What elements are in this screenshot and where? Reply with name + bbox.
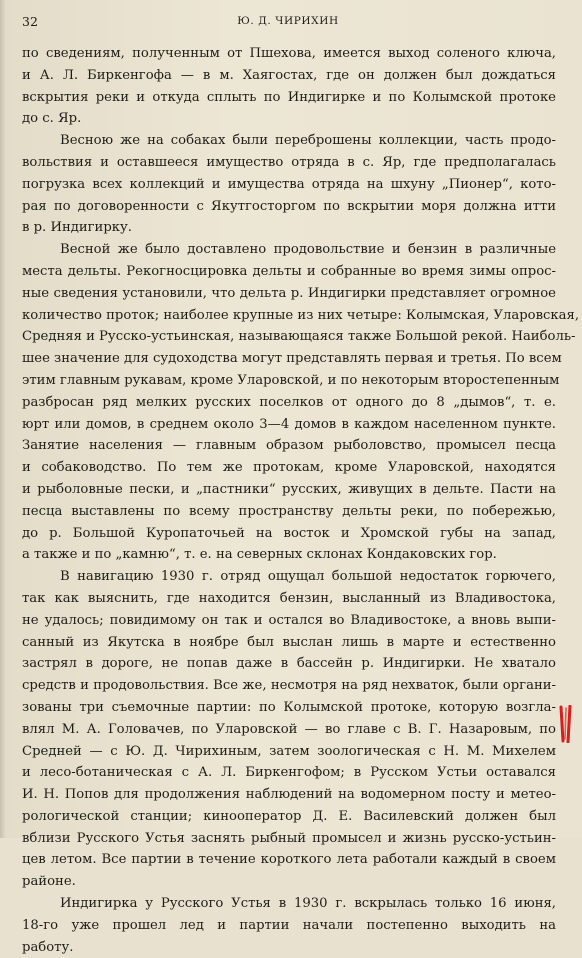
text-line: Средняя и Русско-устьинская, называющаяся также Большой рекой. Наиболь- xyxy=(22,329,576,345)
text-line: так как выяснить, где находится бензин, высланный из Владивостока, xyxy=(22,590,556,606)
text-line: Занятие населения — главным образом рыболовство, промысел песца xyxy=(22,438,556,454)
text-line: по сведениям, полученным от Пшехова, имеется выход соленого ключа, xyxy=(22,46,556,61)
text-line: песца выставлены по всему пространству дельты реки, по побережью, xyxy=(22,503,556,519)
text-line: и рыболовные пески, и „пастники“ русских, живущих в дельте. Пасти на xyxy=(22,481,556,497)
page-number: 32 xyxy=(22,14,38,29)
text-line: застрял в дороге, не попав даже в бассейн р. Индигирки. Не хватало xyxy=(22,656,556,672)
text-line: зованы три съемочные партии: по Колымской протоке, которую возгла- xyxy=(22,699,556,715)
paragraph xyxy=(22,566,556,893)
text-line: работу. xyxy=(22,939,74,955)
text-line: Индигирка у Русского Устья в 1930 г. вскрылась только 16 июня, xyxy=(60,896,556,912)
paragraph xyxy=(22,239,580,566)
page-crease-shadow xyxy=(0,0,6,838)
text-line: ные сведения установили, что дельта р. Индигирки представляет огромное xyxy=(22,285,556,301)
text-line: рологической станции; кинооператор Д. Е. Василевский должен был xyxy=(22,808,556,824)
text-line: юрт или домов, в среднем около 3—4 домов в каждом населенном пункте. xyxy=(22,416,556,432)
body-text xyxy=(22,43,580,958)
page-header xyxy=(20,14,556,36)
text-line: до с. Яр. xyxy=(22,111,82,127)
text-line: этим главным рукавам, кроме Уларовской, и по некоторым второстепенным xyxy=(22,372,560,388)
paragraph xyxy=(22,130,556,239)
text-line: вблизи Русского Устья заснять рыбный промысел и жизнь русско-устьин- xyxy=(22,830,556,846)
text-line: Средней — с Ю. Д. Чирихиным, затем зоологическая с Н. М. Михелем xyxy=(22,743,556,759)
text-line: И. Н. Попов для продолжения наблюдений на водомерном посту и метео- xyxy=(22,787,556,803)
text-line: а также и по „камню“, т. е. на северных склонах Кондаковских гор. xyxy=(22,547,497,563)
red-pencil-margin-mark xyxy=(558,705,574,743)
running-head: Ю. Д. ЧИРИХИН xyxy=(237,15,339,27)
paragraph xyxy=(22,893,556,958)
text-line: средств и продовольствия. Все же, несмотря на ряд нехваток, были органи- xyxy=(22,678,556,694)
text-line: количество проток; наиболее крупные из них четыре: Колымская, Уларовская, xyxy=(22,307,580,323)
text-line: В навигацию 1930 г. отряд ощущал большой недостаток горючего, xyxy=(60,569,556,585)
text-line: 18-го уже прошел лед и партии начали постепенно выходить на xyxy=(22,917,556,933)
text-line: Весной же было доставлено продовольствие и бензин в различные xyxy=(60,242,556,258)
text-line: рая по договоренности с Якутгосторгом по вскрытии моря должна итти xyxy=(22,198,556,214)
text-line: и А. Л. Биркенгофа — в м. Хаягостах, где он должен был дождаться xyxy=(22,67,556,83)
text-line: вскрытия реки и откуда сплыть по Индигирке и по Колымской протоке xyxy=(22,89,556,105)
text-line: вольствия и оставшееся имущество отряда в с. Яр, где предполагалась xyxy=(22,154,556,170)
paragraph xyxy=(22,43,556,130)
text-line: влял М. А. Головачев, по Уларовской — во главе с В. Г. Назаровым, по xyxy=(22,721,556,737)
text-line: цев летом. Все партии в течение короткого лета работали каждый в своем xyxy=(22,852,556,868)
text-line: Весною же на собаках были переброшены коллекции, часть продо- xyxy=(60,133,556,149)
text-line: погрузка всех коллекций и имущества отряда на шхуну „Пионер“, кото- xyxy=(22,176,556,192)
text-line: места дельты. Рекогносцировка дельты и собранные во время зимы опрос- xyxy=(22,263,556,279)
text-line: и собаководство. По тем же протокам, кроме Уларовской, находятся xyxy=(22,460,556,476)
text-line: санный из Якутска в ноябре был выслан лишь в марте и естественно xyxy=(22,634,556,650)
text-line: шее значение для судоходства могут представлять первая и третья. По всем xyxy=(22,351,562,367)
text-line: не удалось; повидимому он так и остался во Владивостоке, а вновь выпи- xyxy=(22,612,556,628)
text-line: и лесо-ботаническая с А. Л. Биркенгофом; в Русском Устьи оставался xyxy=(22,765,556,781)
text-line: районе. xyxy=(22,874,76,890)
text-line: в р. Индигирку. xyxy=(22,220,132,236)
text-line: до р. Большой Куропаточьей на восток и Хромской губы на запад, xyxy=(22,525,556,541)
text-line: разбросан ряд мелких русских поселков от одного до 8 „дымов“, т. е. xyxy=(22,394,556,410)
